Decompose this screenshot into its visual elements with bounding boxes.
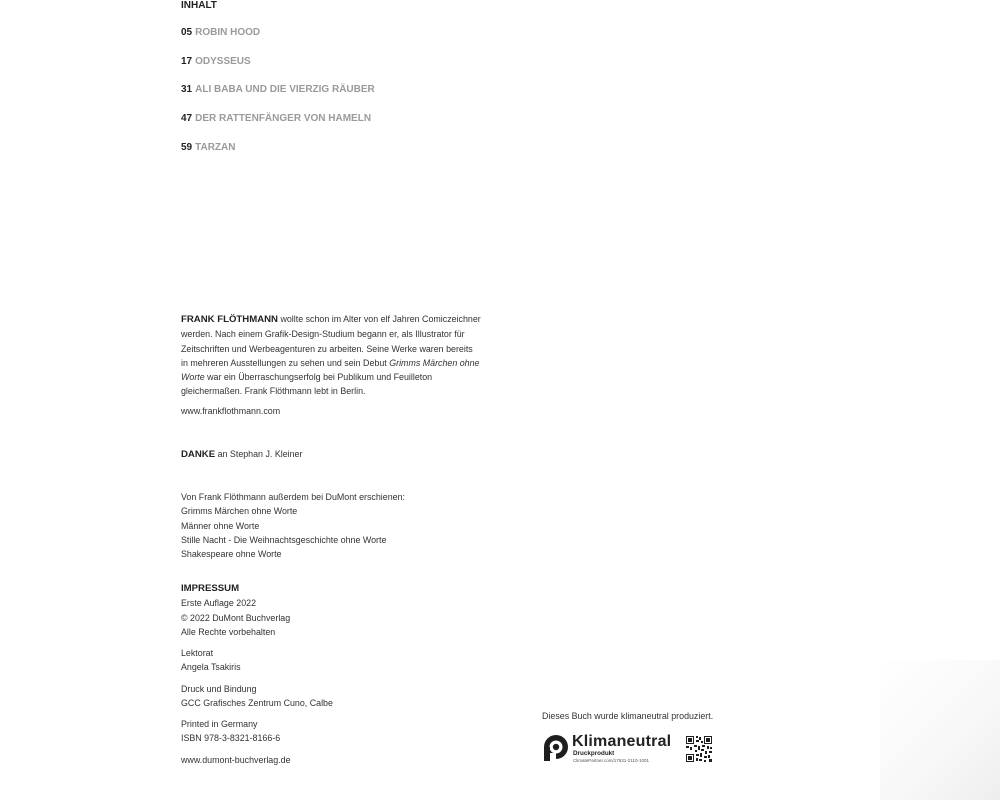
impressum-print [181,682,333,711]
author-name: FRANK FLÖTHMANN [181,314,278,325]
print-name: GCC Grafisches Zentrum Cuno, Calbe [181,698,333,709]
toc-page-number: 59 [181,142,193,153]
printed-in: Printed in Germany [181,719,258,729]
klimaneutral-caption: Dieses Buch wurde klimaneutral produziert. [542,711,714,721]
thanks-label: DANKE [181,449,216,460]
print-label: Druck und Bindung [181,684,257,694]
impressum-rights: Alle Rechte vorbehalten [181,626,276,637]
toc-page-number: 17 [181,56,193,67]
toc-title: DER RATTENFÄNGER VON HAMELN [195,113,372,124]
toc-page-number: 31 [181,84,193,95]
toc-item [181,142,236,153]
toc-item [181,27,260,38]
climatepartner-id: ClimatePartner.com/17531-2110-1001 [573,758,649,763]
toc-title: ROBIN HOOD [195,27,261,38]
isbn: ISBN 978-3-8321-8166-6 [181,733,281,744]
impressum-editing [181,646,241,675]
book-list-item: Männer ohne Worte [181,520,260,531]
toc-item [181,113,371,124]
thanks-text: an Stephan J. Kleiner [215,449,303,459]
also-published [181,490,405,561]
bio-text: war ein Überraschungserfolg bei Publikum und Feuilleton gleichermaßen. Frank Flöthmann lebt in Berlin. [181,372,433,397]
debut-book-title: Grimms Märchen ohne Worte [181,357,480,383]
thanks-line [181,447,302,462]
toc-title: TARZAN [195,142,236,153]
impressum-copyright: © 2022 DuMont Buchverlag [181,612,291,623]
page-corner-shadow [880,660,1000,800]
qr-code-icon [685,735,713,763]
toc-title: ODYSSEUS [195,56,251,67]
impressum-heading: IMPRESSUM [181,583,240,594]
toc-item [181,84,375,95]
klimaneutral-logo-text: Klimaneutral [572,733,672,750]
bio-text: wollte schon im Alter von elf Jahren Comiczeichner werden. Nach einem Grafik-Design-Studium begann er, als Illustrator für Zeitschriften und Werbeagenturen zu arbeiten. Seine Werke waren bereits in mehreren Ausstellungen zu sehen und sein Debut [181,314,481,368]
book-list-item: Stille Nacht - Die Weihnachtsgeschichte ohne Worte [181,534,387,545]
also-published-intro: Von Frank Flöthmann außerdem bei DuMont erschienen: [181,492,405,502]
book-list-item: Grimms Märchen ohne Worte [181,506,298,517]
publisher-website: www.dumont-buchverlag.de [181,755,291,765]
book-list-item: Shakespeare ohne Worte [181,549,282,560]
climatepartner-logo-icon [541,733,573,765]
toc-heading: INHALT [181,0,217,11]
impressum-isbn-block [181,717,280,746]
editing-label: Lektorat [181,648,214,658]
impressum [181,582,290,639]
impressum-edition: Erste Auflage 2022 [181,598,256,609]
klimaneutral-logo-subtext: Druckprodukt [573,750,615,757]
toc-item [181,56,251,67]
author-bio [181,312,481,399]
toc-title: ALI BABA UND DIE VIERZIG RÄUBER [195,84,375,95]
toc-page-number: 47 [181,113,193,124]
toc-page-number: 05 [181,27,193,38]
editing-name: Angela Tsakiris [181,662,241,673]
author-website: www.frankflothmann.com [181,406,281,416]
